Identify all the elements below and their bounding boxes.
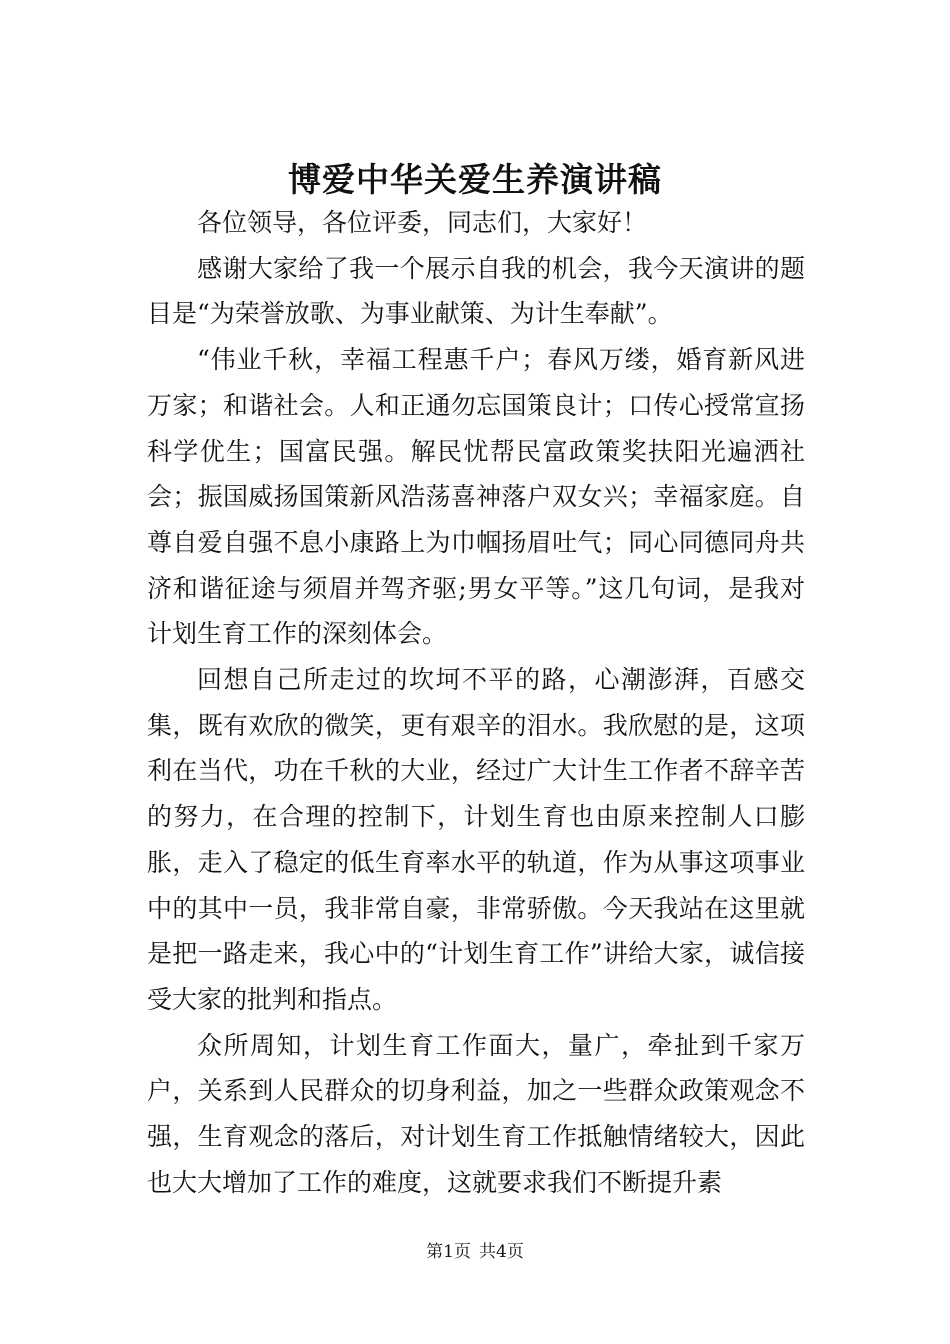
- document-body: [147, 200, 805, 1205]
- page-total: 共4页: [479, 1242, 524, 1262]
- page-footer: [0, 1241, 950, 1263]
- paragraph-greeting: 各位领导，各位评委，同志们，大家好！: [197, 208, 648, 237]
- paragraph-challenges: 众所周知，计划生育工作面大，量广，牵扯到千家万户，关系到人民群众的切身利益，加之一些群众政策观念不强，生育观念的落后，对计划生育工作抵触情绪较大，因此也大大增加了工作的难度，这就要求我们不断提升素: [147, 1030, 805, 1197]
- document-title: 博爱中华关爱生养演讲稿: [288, 160, 662, 200]
- paragraph-topic: 感谢大家给了我一个展示自我的机会，我今天演讲的题目是“为荣誉放歌、为事业献策、为计生奉献”。: [147, 253, 805, 329]
- paragraph-reflection: 回想自己所走过的坎坷不平的路，心潮澎湃，百感交集，既有欢欣的微笑，更有艰辛的泪水。我欣慰的是，这项利在当代，功在千秋的大业，经过广大计生工作者不辞辛苦的努力，在合理的控制下，计划生育也由原来控制人口膨胀，走入了稳定的低生育率水平的轨道，作为从事这项事业中的其中一员，我非常自豪，非常骄傲。今天我站在这里就是把一路走来，我心中的“计划生育工作”讲给大家，诚信接受大家的批判和指点。: [147, 665, 805, 1014]
- paragraph-verse: “伟业千秋，幸福工程惠千户；春风万缕，婚育新风进万家；和谐社会。人和正通勿忘国策良计；口传心授常宣扬科学优生；国富民强。解民忧帮民富政策奖扶阳光遍洒社会；振国威扬国策新风浩荡喜神落户双女兴；幸福家庭。自尊自爱自强不息小康路上为巾帼扬眉吐气；同心同德同舟共济和谐征途与须眉并驾齐驱;男女平等。”这几句词，是我对计划生育工作的深刻体会。: [147, 345, 805, 649]
- page-number: 第1页: [426, 1242, 471, 1262]
